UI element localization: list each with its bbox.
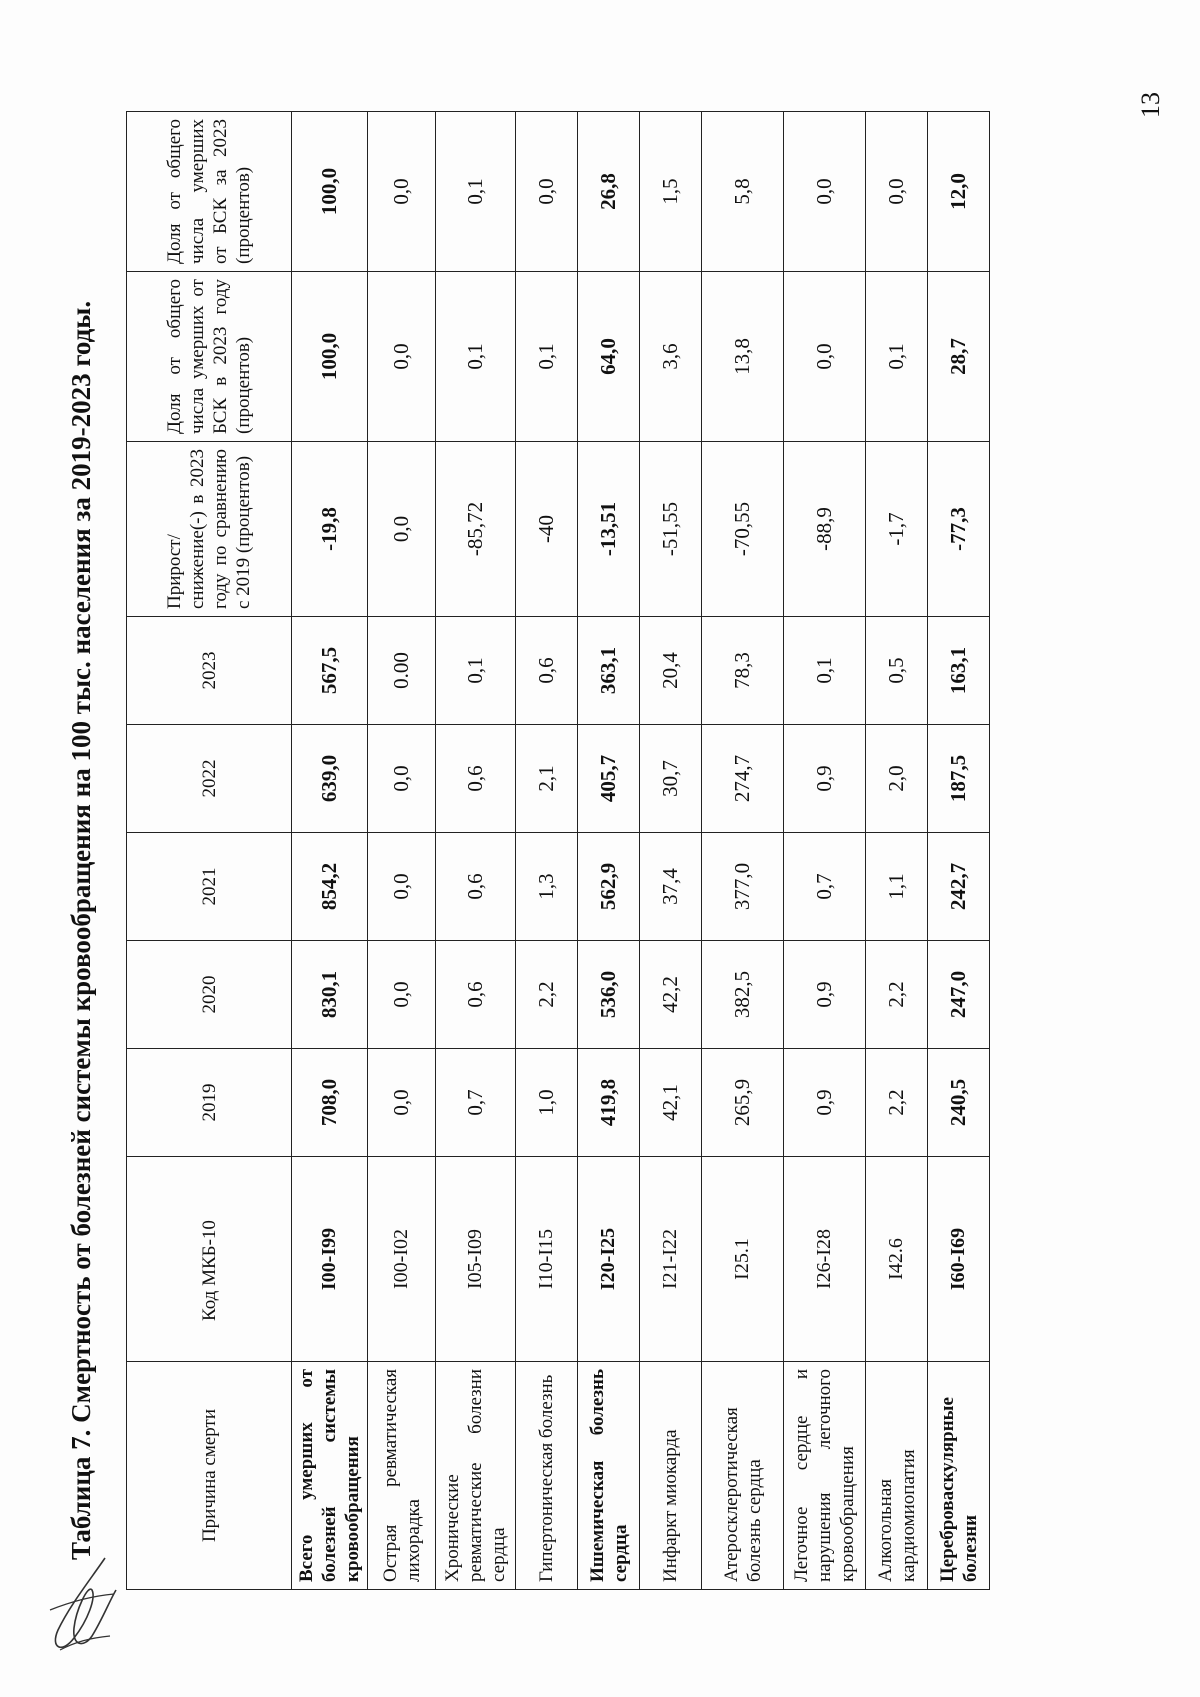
cause-cell: Хронические ревматические болезни сердца xyxy=(436,1362,516,1590)
value-cell: 12,0 xyxy=(928,112,990,272)
value-cell: 0,1 xyxy=(866,272,928,442)
code-cell: I42.6 xyxy=(866,1157,928,1362)
value-cell: 0,1 xyxy=(784,617,866,725)
value-cell: -77,3 xyxy=(928,442,990,617)
value-cell: 0,6 xyxy=(436,833,516,941)
value-cell: 2,0 xyxy=(866,725,928,833)
value-cell: 830,1 xyxy=(292,941,368,1049)
table-row xyxy=(784,112,866,1590)
value-cell: 242,7 xyxy=(928,833,990,941)
header-cell: Причина смерти xyxy=(127,1362,292,1590)
header-cell: 2022 xyxy=(127,725,292,833)
rotated-content xyxy=(60,70,1180,1630)
value-cell: 163,1 xyxy=(928,617,990,725)
value-cell: -88,9 xyxy=(784,442,866,617)
value-cell: 78,3 xyxy=(702,617,784,725)
header-cell: Прирост/ снижение(-) в 2023 году по сравнению с 2019 (процентов) xyxy=(127,442,292,617)
value-cell: 2,1 xyxy=(516,725,578,833)
value-cell: 0,1 xyxy=(436,272,516,442)
value-cell: 0,0 xyxy=(368,112,436,272)
value-cell: 0,5 xyxy=(866,617,928,725)
value-cell: -85,72 xyxy=(436,442,516,617)
code-cell: I26-I28 xyxy=(784,1157,866,1362)
value-cell: 240,5 xyxy=(928,1049,990,1157)
value-cell: 0,0 xyxy=(516,112,578,272)
cause-cell: Легочное сердце и нарушения легочного кровообращения xyxy=(784,1362,866,1590)
header-cell: 2020 xyxy=(127,941,292,1049)
header-cell: Код МКБ-10 xyxy=(127,1157,292,1362)
value-cell: 1,5 xyxy=(640,112,702,272)
value-cell: 0,7 xyxy=(784,833,866,941)
value-cell: -19,8 xyxy=(292,442,368,617)
table-row xyxy=(640,112,702,1590)
cause-cell: Гипертоническая болезнь xyxy=(516,1362,578,1590)
value-cell: 5,8 xyxy=(702,112,784,272)
code-cell: I10-I15 xyxy=(516,1157,578,1362)
value-cell: 0,1 xyxy=(436,112,516,272)
header-cell: 2023 xyxy=(127,617,292,725)
value-cell: 37,4 xyxy=(640,833,702,941)
value-cell: 265,9 xyxy=(702,1049,784,1157)
code-cell: I00-I99 xyxy=(292,1157,368,1362)
value-cell: 42,1 xyxy=(640,1049,702,1157)
value-cell: 0,0 xyxy=(368,725,436,833)
code-cell: I21-I22 xyxy=(640,1157,702,1362)
table-row xyxy=(928,112,990,1590)
value-cell: 536,0 xyxy=(578,941,640,1049)
value-cell: 0,6 xyxy=(516,617,578,725)
value-cell: 0,6 xyxy=(436,725,516,833)
value-cell: 2,2 xyxy=(866,1049,928,1157)
code-cell: I20-I25 xyxy=(578,1157,640,1362)
value-cell: 0,0 xyxy=(368,941,436,1049)
table-row xyxy=(702,112,784,1590)
header-row xyxy=(127,112,292,1590)
code-cell: I25.1 xyxy=(702,1157,784,1362)
value-cell: 562,9 xyxy=(578,833,640,941)
header-cell: Доля от общего числа умерших от БСК за 2023 (процентов) xyxy=(127,112,292,272)
page-number: 13 xyxy=(1136,92,1165,118)
value-cell: 64,0 xyxy=(578,272,640,442)
table-row xyxy=(578,112,640,1590)
value-cell: 100,0 xyxy=(292,112,368,272)
value-cell: 2,2 xyxy=(866,941,928,1049)
value-cell: 13,8 xyxy=(702,272,784,442)
value-cell: 363,1 xyxy=(578,617,640,725)
value-cell: 0,0 xyxy=(368,442,436,617)
value-cell: 3,6 xyxy=(640,272,702,442)
value-cell: 567,5 xyxy=(292,617,368,725)
value-cell: 382,5 xyxy=(702,941,784,1049)
cause-cell: Инфаркт миокарда xyxy=(640,1362,702,1590)
value-cell: 274,7 xyxy=(702,725,784,833)
value-cell: 20,4 xyxy=(640,617,702,725)
value-cell: 419,8 xyxy=(578,1049,640,1157)
value-cell: 405,7 xyxy=(578,725,640,833)
value-cell: 28,7 xyxy=(928,272,990,442)
value-cell: 708,0 xyxy=(292,1049,368,1157)
value-cell: 1,1 xyxy=(866,833,928,941)
table-row xyxy=(436,112,516,1590)
value-cell: 30,7 xyxy=(640,725,702,833)
code-cell: I60-I69 xyxy=(928,1157,990,1362)
value-cell: -1,7 xyxy=(866,442,928,617)
table-row xyxy=(516,112,578,1590)
value-cell: 0,6 xyxy=(436,941,516,1049)
value-cell: 0,9 xyxy=(784,941,866,1049)
value-cell: 26,8 xyxy=(578,112,640,272)
value-cell: -51,55 xyxy=(640,442,702,617)
header-cell: 2021 xyxy=(127,833,292,941)
cause-cell: Острая ревматическая лихорадка xyxy=(368,1362,436,1590)
header-cell: 2019 xyxy=(127,1049,292,1157)
value-cell: -70,55 xyxy=(702,442,784,617)
value-cell: 0,0 xyxy=(784,272,866,442)
code-cell: I05-I09 xyxy=(436,1157,516,1362)
code-cell: I00-I02 xyxy=(368,1157,436,1362)
value-cell: 187,5 xyxy=(928,725,990,833)
cause-cell: Алкогольная кардиомиопатия xyxy=(866,1362,928,1590)
header-cell: Доля от общего числа умерших от БСК в 2023 году (процентов) xyxy=(127,272,292,442)
value-cell: 2,2 xyxy=(516,941,578,1049)
value-cell: 0,9 xyxy=(784,1049,866,1157)
cause-cell: Атеросклеротическая болезнь сердца xyxy=(702,1362,784,1590)
value-cell: 854,2 xyxy=(292,833,368,941)
value-cell: 639,0 xyxy=(292,725,368,833)
value-cell: 0,1 xyxy=(436,617,516,725)
value-cell: 247,0 xyxy=(928,941,990,1049)
value-cell: 100,0 xyxy=(292,272,368,442)
value-cell: 0,1 xyxy=(516,272,578,442)
cause-cell: Всего умерших от болезней системы кровообращения xyxy=(292,1362,368,1590)
table-row xyxy=(292,112,368,1590)
cause-cell: Ишемическая болезнь сердца xyxy=(578,1362,640,1590)
table-row xyxy=(368,112,436,1590)
value-cell: 0,0 xyxy=(866,112,928,272)
table-title: Таблица 7. Смертность от болезней системы кровообращения на 100 тыс. населения за 2019-2023 годы. xyxy=(66,300,96,1560)
value-cell: 42,2 xyxy=(640,941,702,1049)
mortality-table xyxy=(126,111,990,1590)
value-cell: 0,0 xyxy=(368,272,436,442)
value-cell: -13,51 xyxy=(578,442,640,617)
value-cell: 377,0 xyxy=(702,833,784,941)
value-cell: 0,0 xyxy=(784,112,866,272)
value-cell: 0,0 xyxy=(368,1049,436,1157)
cause-cell: Цереброваскулярные болезни xyxy=(928,1362,990,1590)
value-cell: 0,0 xyxy=(368,833,436,941)
value-cell: -40 xyxy=(516,442,578,617)
value-cell: 0,9 xyxy=(784,725,866,833)
value-cell: 1,0 xyxy=(516,1049,578,1157)
table-row xyxy=(866,112,928,1590)
value-cell: 0,7 xyxy=(436,1049,516,1157)
value-cell: 1,3 xyxy=(516,833,578,941)
value-cell: 0.00 xyxy=(368,617,436,725)
